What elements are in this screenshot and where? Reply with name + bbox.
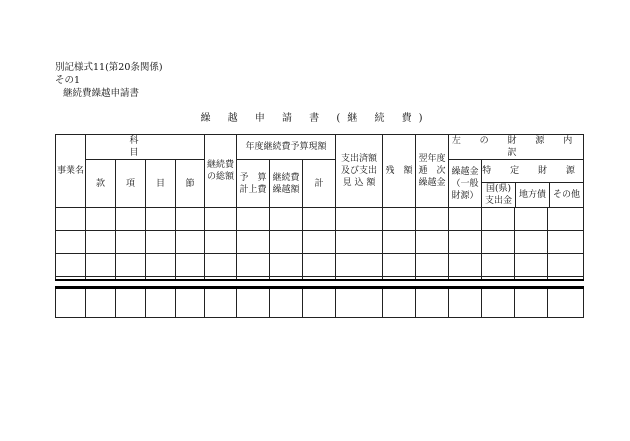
col-moku: 目: [146, 160, 176, 208]
col-setsu: 節: [176, 160, 205, 208]
col-jigyomei: 事業名: [56, 135, 86, 208]
table-row-divider: [56, 277, 584, 281]
form-name: 継続費繰越申請書: [63, 88, 140, 99]
col-kan: 款: [86, 160, 116, 208]
table-row: [56, 208, 584, 231]
col-kurikoshikin: 繰越金 （一般 財源）: [449, 160, 482, 208]
col-kou: 項: [116, 160, 146, 208]
form-sub-number: その1: [55, 75, 81, 86]
col-zaigen-uchiwake: 左 の 財 源 内 訳: [449, 135, 584, 160]
total-row-table: [55, 286, 584, 318]
col-keizokuhi-sougaku: 継続費 の総額: [205, 135, 237, 208]
col-tokutei-zaigen-group: [482, 160, 584, 208]
col-keizokuhi-kurikoshi: 継続費 繰越額: [270, 160, 303, 208]
table-row: [56, 231, 584, 254]
document-title: 繰 越 申 請 書 (継 続 費): [200, 113, 430, 124]
form-reference: 別記様式11(第20条関係): [55, 62, 163, 73]
col-nendo-yosan: 年度継続費予算現額: [237, 135, 336, 160]
col-yosan-keijo: 予 算 計上費: [237, 160, 270, 208]
col-kokuken: 国(県) 支出金: [482, 183, 516, 207]
col-kamoku: 科 目: [86, 135, 205, 160]
col-kei: 計: [303, 160, 336, 208]
table-row: [56, 288, 584, 318]
col-yokunendo: 翌年度 逓 次 繰越金: [416, 135, 449, 208]
col-chihousai: 地方債: [516, 183, 550, 207]
col-zangaku: 残 額: [383, 135, 416, 208]
application-table: [55, 134, 584, 281]
table-row: [56, 254, 584, 277]
col-sonota: その他: [553, 190, 581, 200]
col-tokutei-zaigen: 特 定 財 源: [482, 160, 583, 183]
col-shishutsu: 支出済額 及び支出 見 込 額: [336, 135, 383, 208]
